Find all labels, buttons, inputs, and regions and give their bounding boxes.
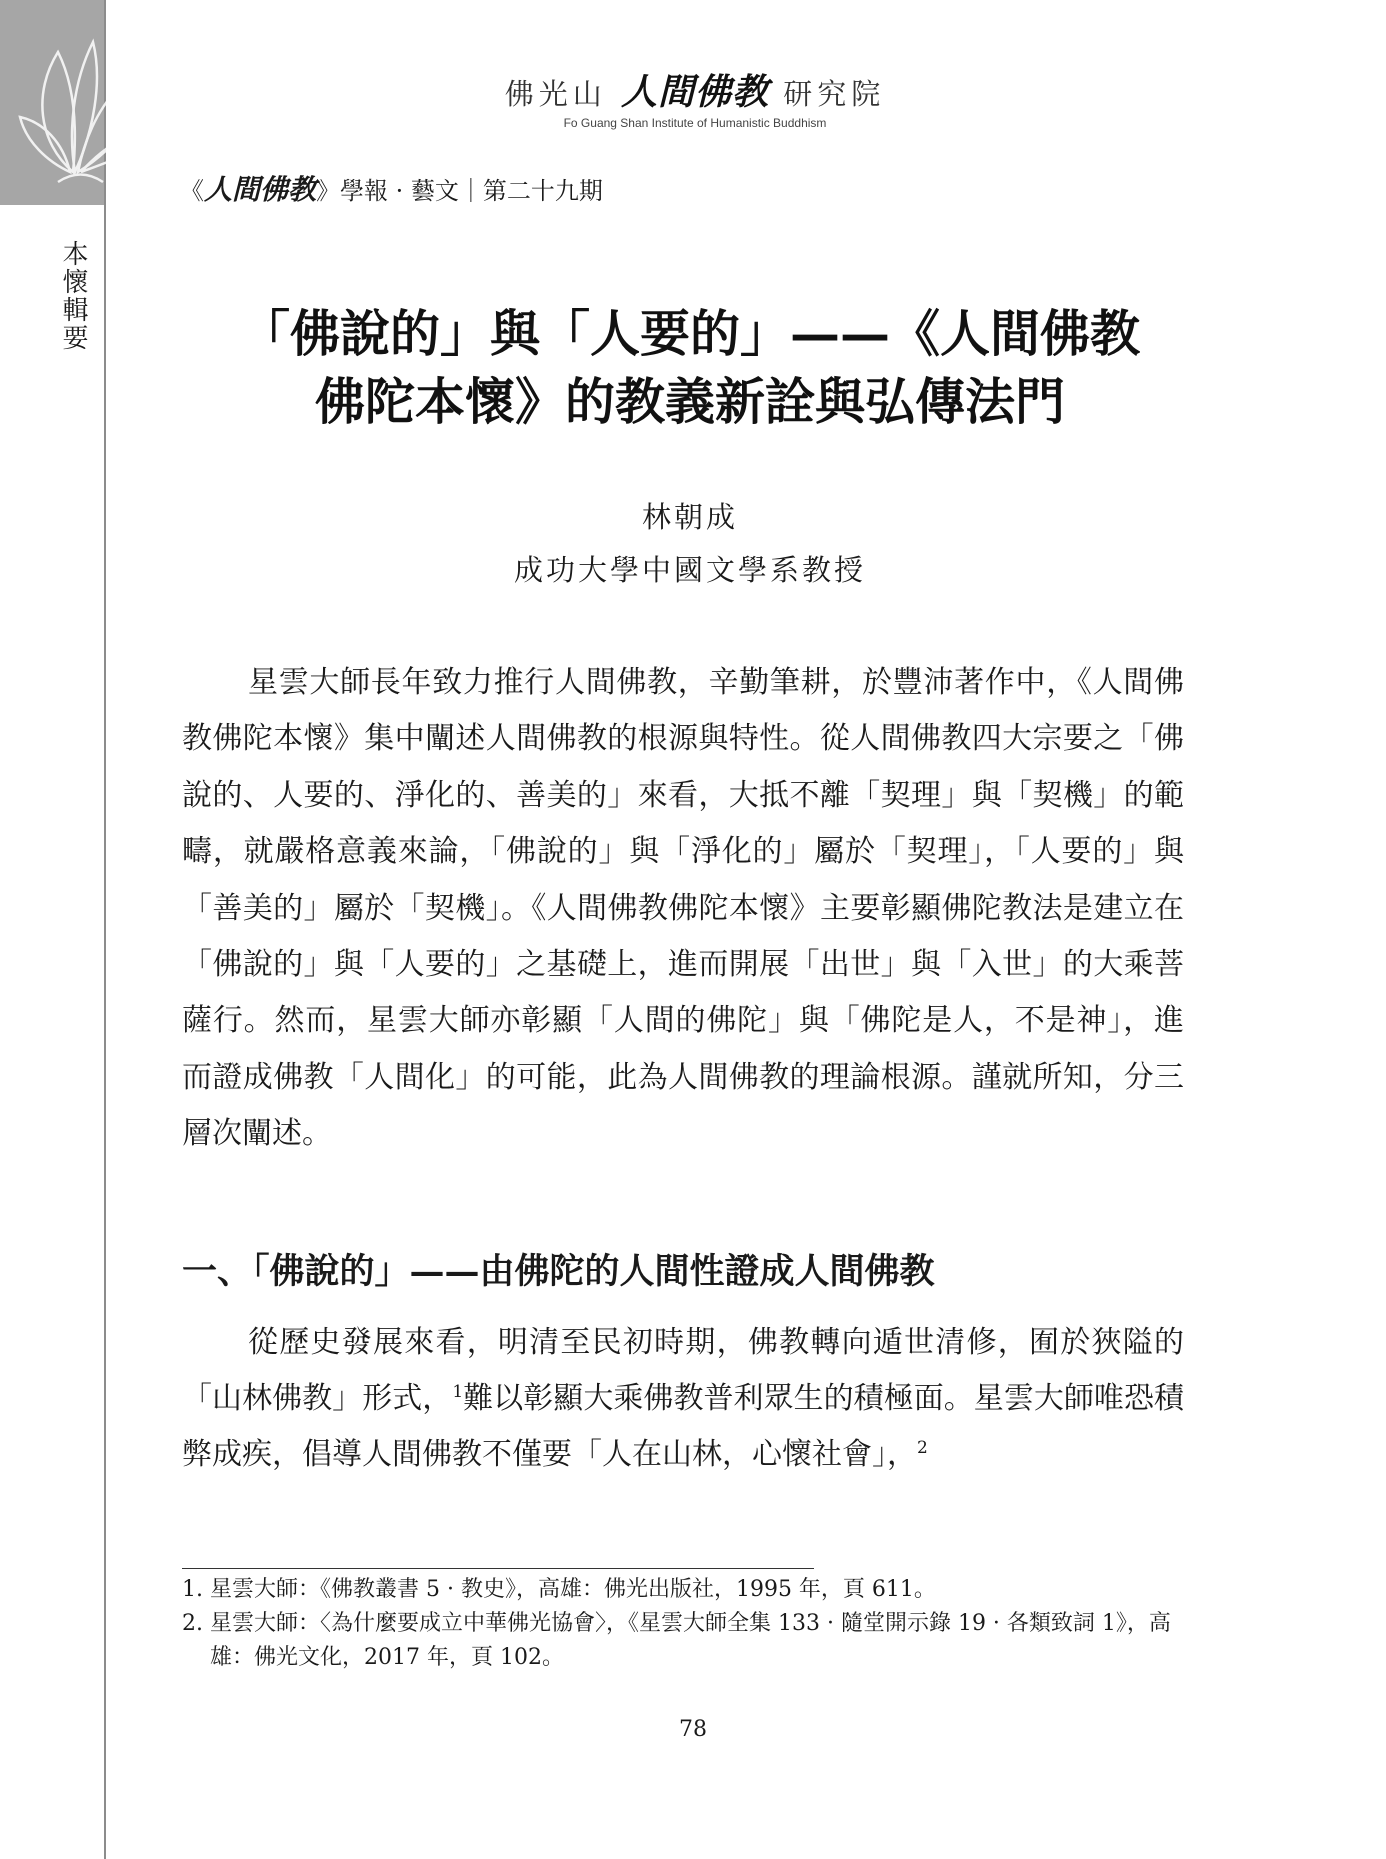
lotus-icon <box>18 22 168 192</box>
institute-prefix: 佛光山 <box>504 77 607 111</box>
footnote-divider <box>182 1568 814 1569</box>
title-line-2: 佛陀本懷》的教義新詮與弘傳法門 <box>315 372 1065 431</box>
section-tag: 本懷輯要 <box>58 240 88 352</box>
journal-open-bracket: 《 <box>180 177 204 205</box>
abstract-paragraph: 星雲大師長年致力推行人間佛教，辛勤筆耕，於豐沛著作中，《人間佛教佛陀本懷》集中闡述人間佛教的根源與特性。從人間佛教四大宗要之「佛說的、人要的、淨化的、善美的」來看，大抵不離「契理」與「契機」的範疇，就嚴格意義來論，「佛說的」與「淨化的」屬於「契理」，「人要的」與「善美的」屬於「契機」。《人間佛教佛陀本懷》主要彰顯佛陀教法是建立在「佛說的」與「人要的」之基礎上，進而開展「出世」與「入世」的大乘菩薩行。然而，星雲大師亦彰顯「人間的佛陀」與「佛陀是人，不是神」，進而證成佛教「人間化」的可能，此為人間佛教的理論根源。謹就所知，分三層次闡述。 <box>182 665 1184 1152</box>
institute-logo: 人間佛教 <box>620 71 769 113</box>
journal-header <box>180 168 603 208</box>
body-text-part-2: 難以彰顯大乘佛教普利眾生的積極面。星雲大師唯恐積弊成疾，倡導人間佛教不僅要「人在山林，心懷社會」， <box>182 1381 1185 1472</box>
page-number: 78 <box>679 1717 707 1742</box>
journal-issue: 》學報 · 藝文｜第二十九期 <box>316 177 603 205</box>
author-affiliation: 成功大學中國文學系教授 <box>513 553 866 587</box>
institute-header <box>490 64 900 130</box>
body-paragraph <box>182 1315 1184 1483</box>
author-name: 林朝成 <box>641 500 738 534</box>
journal-logo: 人間佛教 <box>204 173 317 206</box>
footnote-2: 2. 星雲大師：〈為什麼要成立中華佛光協會〉，《星雲大師全集 133 · 隨堂開示錄 19 · 各類致詞 1》，高雄：佛光文化，2017 年，頁 102。 <box>182 1611 1171 1670</box>
body-text-part-1: 從歷史發展來看，明清至民初時期，佛教轉向遁世清修，囿於狹隘的「山林佛教」形式， <box>182 1325 1184 1416</box>
institute-name <box>490 64 900 115</box>
side-band <box>0 0 105 1859</box>
institute-english-name: Fo Guang Shan Institute of Humanistic Buddhism <box>563 116 827 130</box>
footnote-ref-1[interactable]: 1 <box>452 1382 464 1402</box>
article-title <box>180 300 1200 436</box>
section-heading: 一、「佛說的」——由佛陀的人間性證成人間佛教 <box>182 1251 935 1292</box>
title-line-1: 「佛說的」與「人要的」——《人間佛教 <box>240 304 1140 363</box>
side-band-rule <box>104 0 106 1859</box>
institute-suffix: 研究院 <box>783 77 886 111</box>
footnote-ref-2[interactable]: 2 <box>917 1438 928 1458</box>
abstract <box>182 655 1184 1163</box>
footnote-1: 1. 星雲大師：《佛教叢書 5 · 教史》，高雄：佛光出版社，1995 年，頁 611。 <box>182 1577 936 1602</box>
body-text <box>182 1315 1184 1483</box>
footnotes <box>182 1573 1184 1675</box>
